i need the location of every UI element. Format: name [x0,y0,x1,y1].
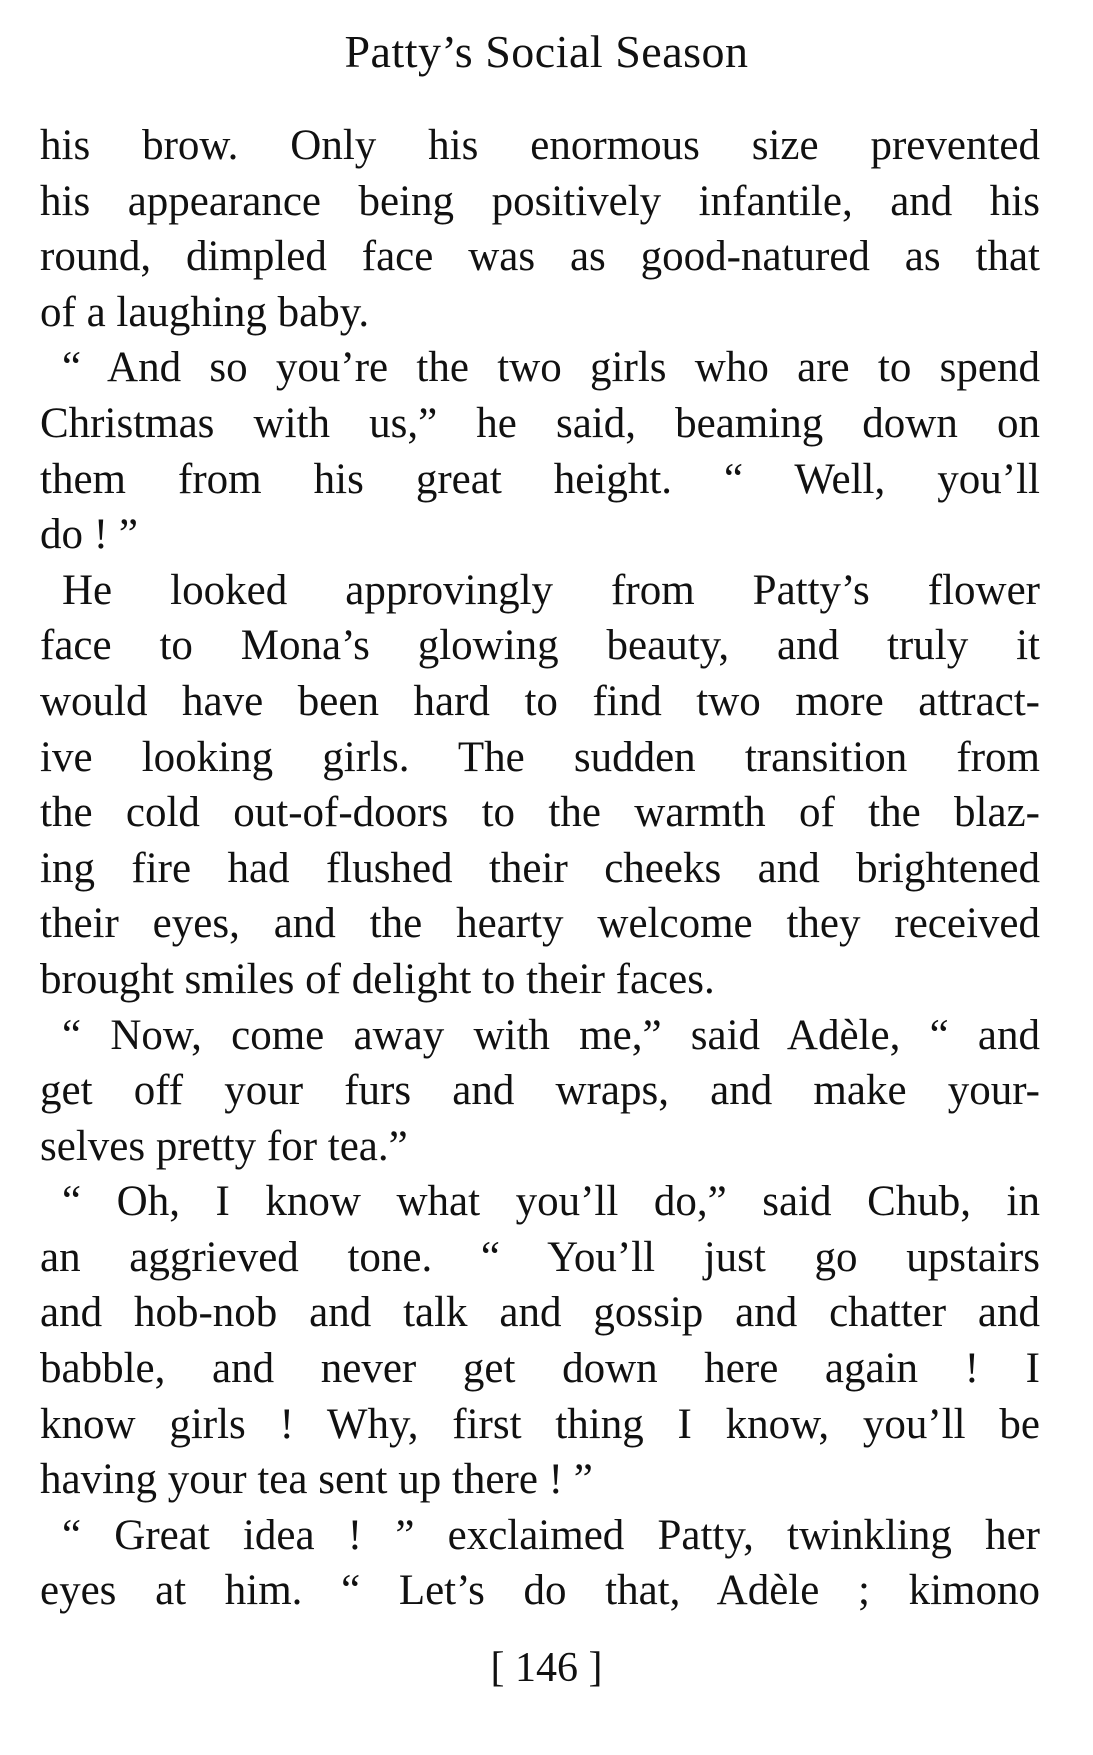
text-line: selves pretty for tea.” [40,1122,408,1170]
text-line: of a laughing baby. [40,288,370,336]
text-line: do ! ” [40,511,138,559]
running-head: Patty’s Social Season [344,26,749,77]
text-line: know girls ! Why, first thing I know, you’ll be [40,1400,1040,1448]
text-line: He looked approvingly from Patty’s flower [62,566,1040,614]
text-line: brought smiles of delight to their faces. [40,955,715,1003]
text-line: Christmas with us,” he said, beaming down on [40,399,1040,447]
text-line: “ Now, come away with me,” said Adèle, “ and [62,1011,1040,1059]
text-line: his brow. Only his enormous size prevented [40,122,1040,169]
text-line: the cold out-of-doors to the warmth of the blaz- [40,789,1040,837]
text-line: “ And so you’re the two girls who are to spend [62,344,1040,392]
text-line: eyes at him. “ Let’s do that, Adèle ; kimono [40,1567,1040,1615]
text-line: get off your furs and wraps, and make your- [40,1067,1040,1115]
text-line: them from his great height. “ Well, you’ll [40,455,1040,503]
text-line: “ Oh, I know what you’ll do,” said Chub, in [62,1178,1040,1226]
text-line: round, dimpled face was as good-natured as that [40,233,1040,281]
text-line: having your tea sent up there ! ” [40,1456,593,1504]
text-line: face to Mona’s glowing beauty, and truly it [40,622,1040,670]
text-line: ing fire had flushed their cheeks and brightened [40,844,1040,892]
text-line: his appearance being positively infantile, and his [40,177,1040,225]
body-text [40,118,1040,1619]
text-line: their eyes, and the hearty welcome they received [40,900,1040,948]
text-line: an aggrieved tone. “ You’ll just go upstairs [40,1233,1040,1281]
text-line: would have been hard to find two more attract- [40,677,1040,725]
text-line: babble, and never get down here again ! I [40,1345,1040,1393]
text-line: ive looking girls. The sudden transition from [40,733,1040,781]
page-number: [ 146 ] [490,1645,603,1691]
text-line: and hob-nob and talk and gossip and chatter and [40,1289,1040,1337]
text-line: “ Great idea ! ” exclaimed Patty, twinkling her [62,1511,1040,1559]
